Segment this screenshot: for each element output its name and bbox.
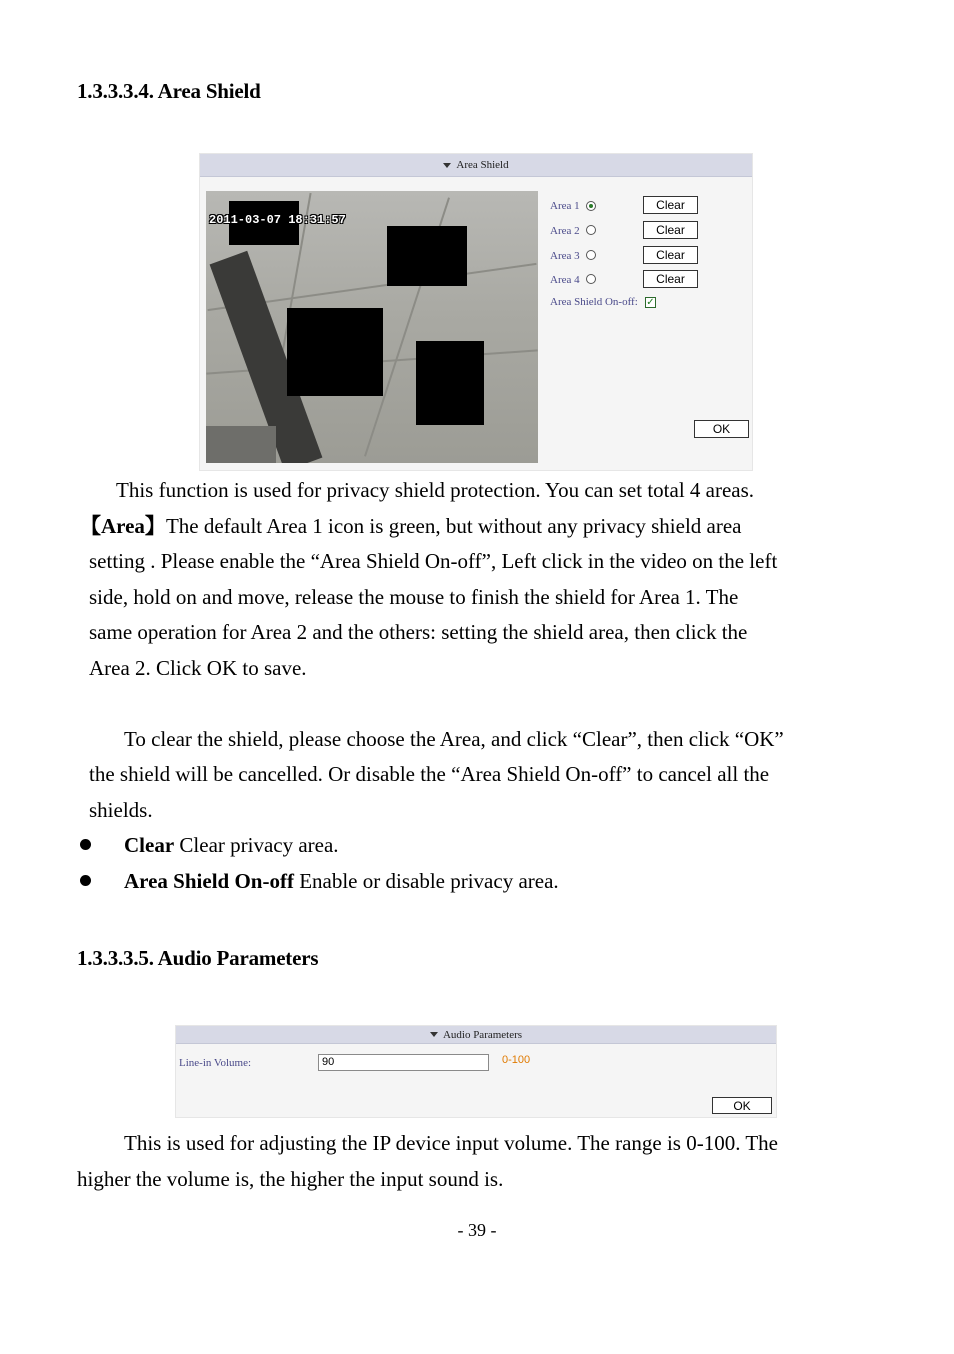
audio-ok-button[interactable]: OK xyxy=(712,1097,772,1114)
area-shield-panel-header[interactable] xyxy=(200,154,752,177)
bullet-term: Clear xyxy=(124,833,175,857)
privacy-shield-area xyxy=(287,308,383,396)
audio-parameters-panel-title: Audio Parameters xyxy=(442,1028,523,1041)
video-preview[interactable] xyxy=(206,191,538,463)
area-4-clear-button[interactable]: Clear xyxy=(643,270,698,288)
light-fixture xyxy=(206,426,276,463)
privacy-shield-area xyxy=(387,226,467,286)
area-paragraph-line-3: side, hold on and move, release the mouse to finish the shield for Area 1. The xyxy=(89,585,739,609)
area-paragraph-line-4: same operation for Area 2 and the others: setting the shield area, then click the xyxy=(89,620,748,644)
privacy-shield-area xyxy=(416,341,484,425)
audio-parameters-panel xyxy=(175,1025,777,1118)
area-paragraph-line-1 xyxy=(80,509,742,545)
bullet-area-shield-onoff xyxy=(124,864,559,900)
clear-paragraph-line-1: To clear the shield, please choose the Area, and click “Clear”, then click “OK” xyxy=(124,727,784,751)
area-shield-onoff-label: Area Shield On-off: xyxy=(550,296,638,308)
bullet-icon xyxy=(80,875,91,886)
audio-paragraph-line-1: This is used for adjusting the IP device input volume. The range is 0-100. The xyxy=(124,1131,778,1155)
area-2-clear-button[interactable]: Clear xyxy=(643,221,698,239)
section-heading-audio-parameters: 1.3.3.3.5. Audio Parameters xyxy=(77,946,319,970)
area-4-radio[interactable] xyxy=(586,274,596,284)
audio-paragraph-line-2: higher the volume is, the higher the input sound is. xyxy=(77,1167,504,1191)
area-2-label: Area 2 xyxy=(550,225,580,237)
area-4-label: Area 4 xyxy=(550,274,580,286)
section-heading-area-shield: 1.3.3.3.4. Area Shield xyxy=(77,79,261,103)
collapse-triangle-icon xyxy=(443,163,451,168)
bullet-icon xyxy=(80,839,91,850)
area-term: 【Area】 xyxy=(80,514,166,538)
line-in-volume-label: Line-in Volume: xyxy=(179,1057,252,1069)
checkmark-icon: ✓ xyxy=(646,297,655,308)
area-1-clear-button[interactable]: Clear xyxy=(643,196,698,214)
clear-paragraph-line-3: shields. xyxy=(89,798,153,822)
clear-paragraph-line-2: the shield will be cancelled. Or disable the “Area Shield On-off” to cancel all the xyxy=(89,762,770,786)
video-timestamp: 2011-03-07 18:31:57 xyxy=(209,213,346,227)
intro-paragraph: This function is used for privacy shield protection. You can set total 4 areas. xyxy=(116,478,755,502)
area-1-radio[interactable] xyxy=(586,201,596,211)
line-in-volume-input[interactable]: 90 xyxy=(318,1054,489,1071)
area-3-label: Area 3 xyxy=(550,250,580,262)
audio-parameters-panel-header[interactable] xyxy=(176,1026,776,1044)
area-line-text: The default Area 1 icon is green, but without any privacy shield area xyxy=(165,514,742,538)
volume-range-hint: 0-100 xyxy=(502,1054,531,1066)
area-3-clear-button[interactable]: Clear xyxy=(643,246,698,264)
bullet-term: Area Shield On-off xyxy=(124,869,294,893)
area-shield-panel-title: Area Shield xyxy=(456,159,509,171)
area-3-radio[interactable] xyxy=(586,250,596,260)
collapse-triangle-icon xyxy=(430,1032,438,1037)
bullet-clear xyxy=(124,828,339,864)
area-shield-onoff-checkbox[interactable] xyxy=(645,297,656,308)
area-shield-panel xyxy=(199,153,753,471)
bullet-text: Enable or disable privacy area. xyxy=(293,869,559,893)
area-2-radio[interactable] xyxy=(586,225,596,235)
area-paragraph-line-5: Area 2. Click OK to save. xyxy=(89,656,307,680)
page-number: - 39 - xyxy=(457,1220,497,1240)
area-shield-ok-button[interactable]: OK xyxy=(694,420,749,438)
area-paragraph-line-2: setting . Please enable the “Area Shield On-off”, Left click in the video on the left xyxy=(89,549,778,573)
bullet-text: Clear privacy area. xyxy=(174,833,339,857)
area-1-label: Area 1 xyxy=(550,200,580,212)
